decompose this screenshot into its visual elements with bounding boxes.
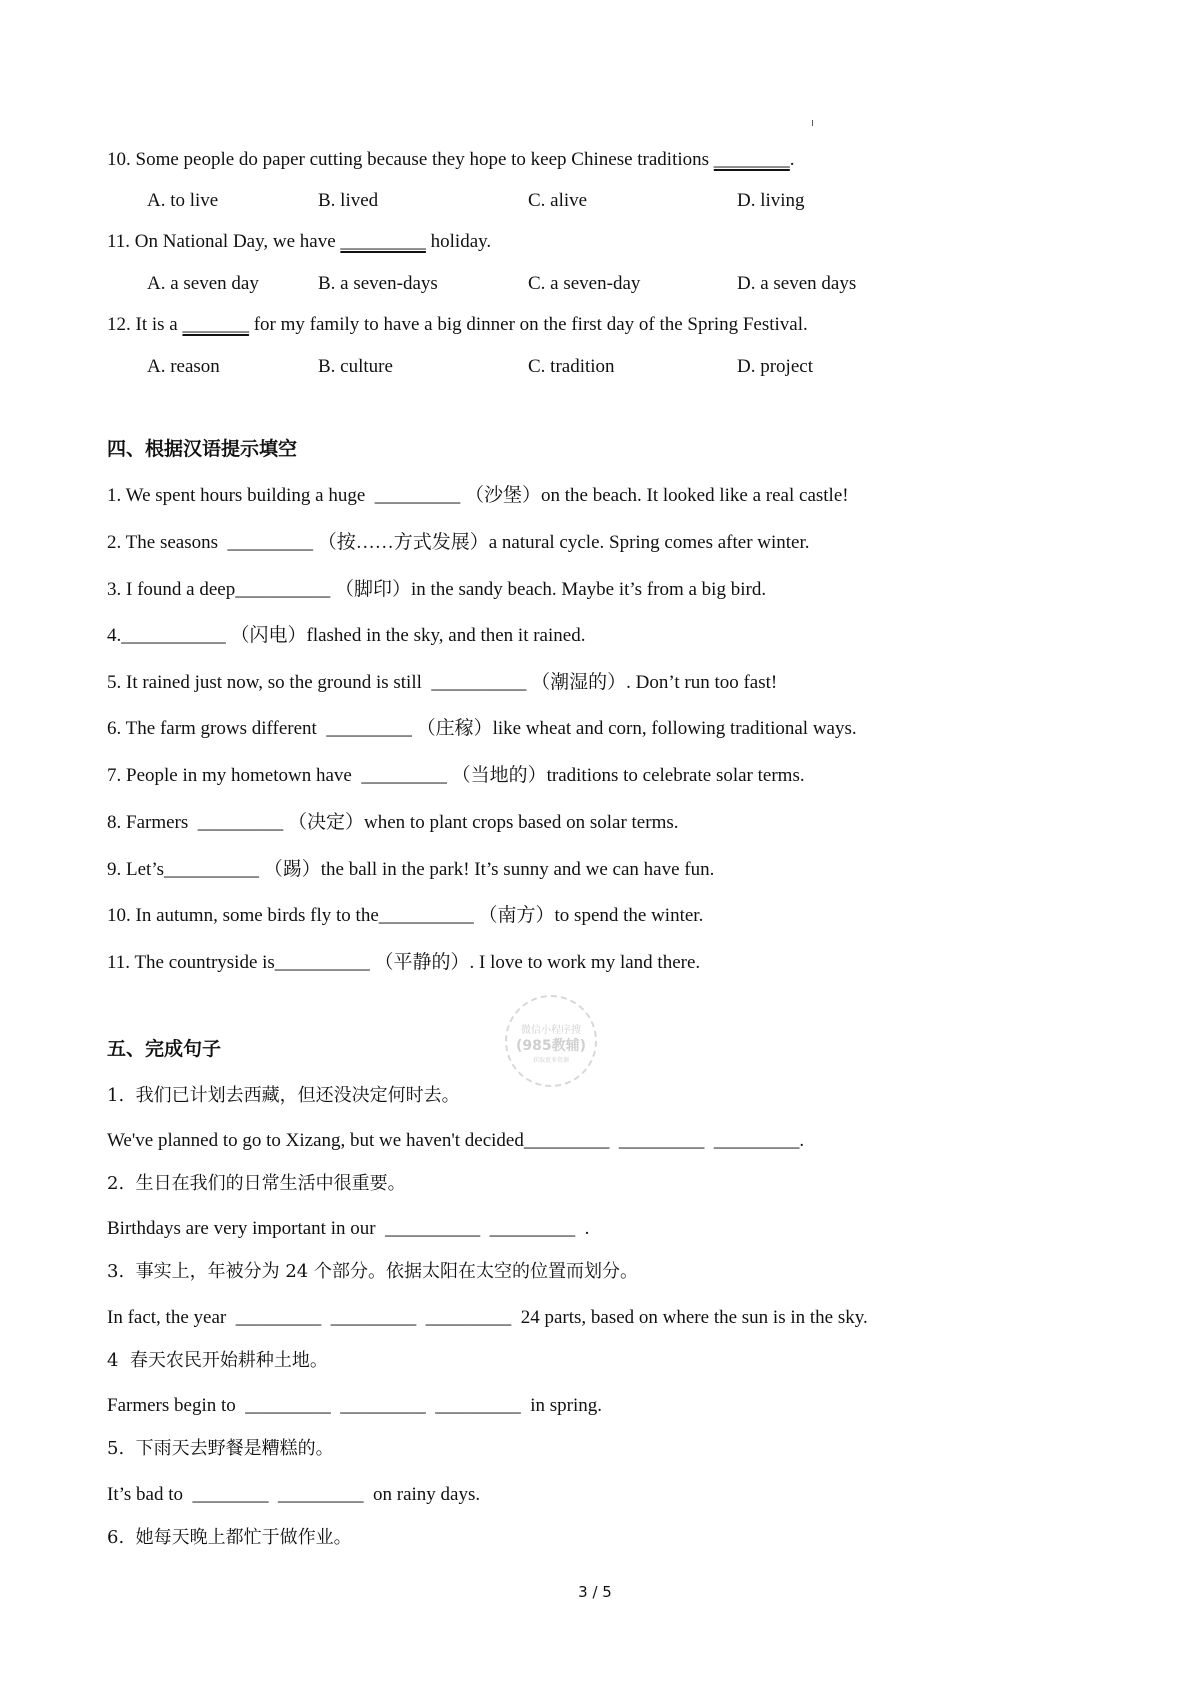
- section5-item-4-english: Farmers begin to _________ _________ _________ in spring.: [107, 1395, 603, 1416]
- section5-item-1-chinese: 1. 我们已计划去西藏，但还没决定何时去。: [107, 1085, 460, 1106]
- watermark-stamp: [505, 995, 597, 1087]
- mcq-11-option-d: D. a seven days: [737, 273, 857, 294]
- watermark-line-3: 获取更多资源: [532, 1057, 569, 1064]
- mcq-11-option-c: C. a seven-day: [528, 273, 641, 294]
- section5-item-3-chinese: 3. 事实上，年被分为 24 个部分。依据太阳在太空的位置而划分。: [107, 1261, 638, 1282]
- section5-item-5-english: It’s bad to ________ _________ on rainy days.: [107, 1484, 481, 1505]
- section4-heading: 四、根据汉语提示填空: [107, 438, 298, 460]
- mcq-11-stem: 11. On National Day, we have _________ holiday.: [107, 231, 492, 252]
- watermark-line-1: 微信小程序搜: [521, 1025, 581, 1036]
- section4-item-7: 7. People in my hometown have _________ （当地的）traditions to celebrate solar terms.: [107, 765, 805, 786]
- mcq-12-option-d: D. project: [737, 356, 813, 377]
- mcq-10-option-c: C. alive: [528, 190, 588, 211]
- section4-item-8: 8. Farmers _________ （决定）when to plant crops based on solar terms.: [107, 812, 679, 833]
- section5-item-6-chinese: 6. 她每天晚上都忙于做作业。: [107, 1527, 352, 1548]
- section5-item-4-chinese: 4 春天农民开始耕种土地。: [107, 1350, 328, 1371]
- mcq-12-option-a: A. reason: [147, 356, 220, 377]
- mcq-12-stem: 12. It is a _______ for my family to have a big dinner on the first day of the Spring Festival.: [107, 314, 808, 335]
- section5-item-1-english: We've planned to go to Xizang, but we haven't decided_________ _________ _________.: [107, 1130, 805, 1151]
- mcq-10-option-d: D. living: [737, 190, 805, 211]
- section5-item-3-english: In fact, the year _________ _________ _________ 24 parts, based on where the sun is in the sky.: [107, 1307, 868, 1328]
- section4-item-4: 4.___________ （闪电）flashed in the sky, and then it rained.: [107, 625, 586, 646]
- section4-item-6: 6. The farm grows different _________ （庄稼）like wheat and corn, following traditional ways.: [107, 718, 857, 739]
- mcq-10-option-a: A. to live: [147, 190, 219, 211]
- section4-item-3: 3. I found a deep__________ （脚印）in the sandy beach. Maybe it’s from a big bird.: [107, 579, 767, 600]
- section4-item-10: 10. In autumn, some birds fly to the__________ （南方）to spend the winter.: [107, 905, 704, 926]
- mcq-10-stem: 10. Some people do paper cutting because they hope to keep Chinese traditions ________.: [107, 149, 795, 170]
- section5-heading: 五、完成句子: [107, 1038, 222, 1060]
- section4-item-5: 5. It rained just now, so the ground is still __________ （潮湿的）. Don’t run too fast!: [107, 672, 778, 693]
- mcq-12-option-c: C. tradition: [528, 356, 615, 377]
- mcq-11-option-b: B. a seven-days: [318, 273, 438, 294]
- section5-item-2-chinese: 2. 生日在我们的日常生活中很重要。: [107, 1173, 406, 1194]
- section4-item-1: 1. We spent hours building a huge _________ （沙堡）on the beach. It looked like a real castle!: [107, 485, 849, 506]
- section5-item-5-chinese: 5. 下雨天去野餐是糟糕的。: [107, 1438, 334, 1459]
- mcq-10-option-b: B. lived: [318, 190, 379, 211]
- section4-item-9: 9. Let’s__________ （踢）the ball in the park! It’s sunny and we can have fun.: [107, 859, 715, 880]
- section4-item-11: 11. The countryside is__________ （平静的）. I love to work my land there.: [107, 952, 701, 973]
- section4-item-2: 2. The seasons _________ （按……方式发展）a natural cycle. Spring comes after winter.: [107, 532, 810, 553]
- page-number: 3 / 5: [578, 1583, 612, 1601]
- mcq-12-option-b: B. culture: [318, 356, 393, 377]
- section5-item-2-english: Birthdays are very important in our __________ _________ .: [107, 1218, 590, 1239]
- watermark-line-2: (985教辅): [515, 1038, 587, 1054]
- scan-mark: [812, 120, 813, 126]
- mcq-11-option-a: A. a seven day: [147, 273, 259, 294]
